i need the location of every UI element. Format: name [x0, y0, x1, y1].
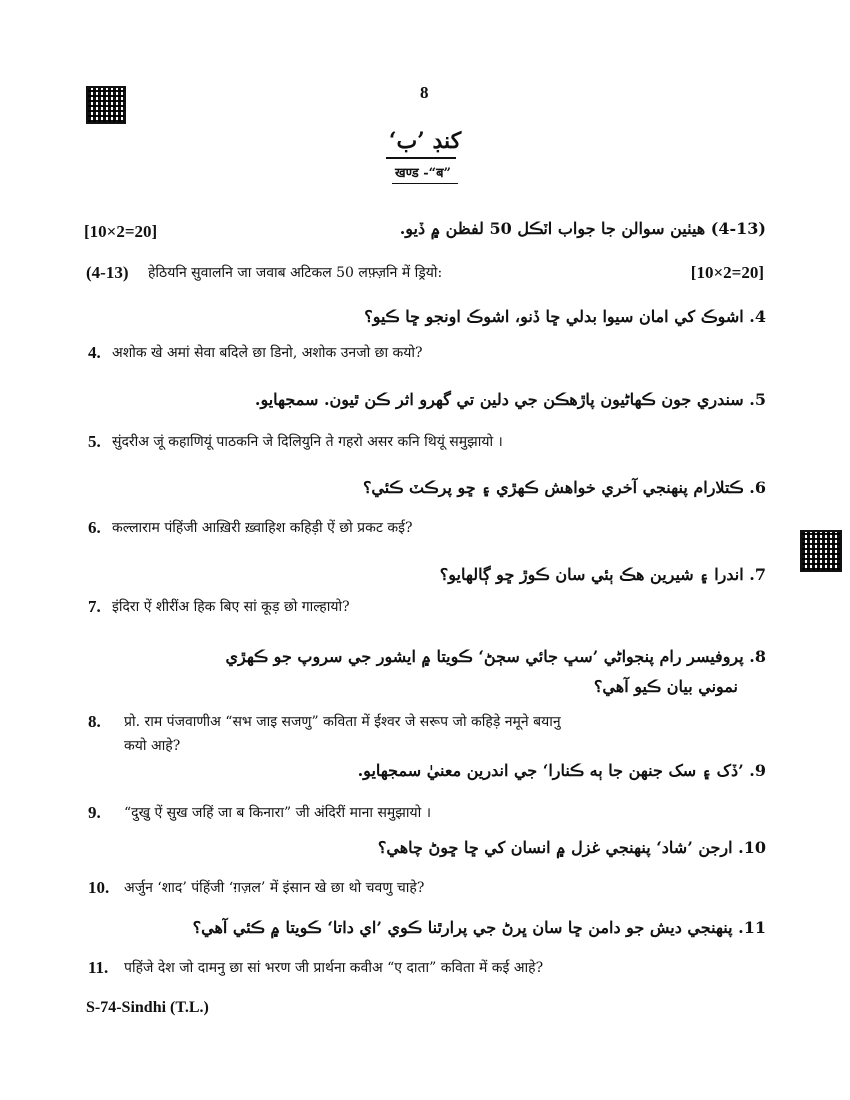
- question-9-sindhi: 9. ’ڏک ۽ سک جنهن جا ٻه ڪنارا‘ جي اندرين معنيٰ سمجهايو.: [357, 761, 766, 780]
- instruction-marks-devanagari: [10×2=20]: [690, 263, 764, 282]
- question-7-sindhi: 7. اندرا ۽ شيرين هڪ ٻئي سان ڪوڙ ڇو ڳالهايو؟: [439, 565, 766, 584]
- question-8-sindhi: 8. پروفيسر رام پنجواڻي ’سڀ جائي سڄڻ‘ ڪويتا ۾ ايشور جي سروپ جو ڪهڙي: [225, 647, 766, 666]
- question-4-devanagari: अशोक खे अमां सेवा बदिले छा डिनो, अशोक उनजो छा कयो?: [112, 345, 423, 361]
- question-8-number: 8.: [88, 712, 101, 731]
- question-7-number: 7.: [88, 597, 101, 616]
- instruction-devanagari: हेठियनि सुवालनि जा जवाब अटिकल 50 लफ़्ज़नि में ड्रियो:: [148, 265, 443, 281]
- question-5-number: 5.: [88, 432, 101, 451]
- title-underline: [386, 157, 456, 159]
- instruction-sindhi: (4-13) هيٺين سوالن جا جواب اٽڪل 50 لفظن ۾ ڏيو.: [399, 219, 766, 238]
- question-8-devanagari-line-2: कयो आहे?: [124, 738, 181, 754]
- question-9-number: 9.: [88, 803, 101, 822]
- question-11-number: 11.: [88, 958, 109, 977]
- page-number: 8: [420, 83, 429, 102]
- question-8-sindhi-line-2: نموني بيان ڪيو آهي؟: [593, 677, 738, 696]
- qr-code-top-left-icon: [86, 86, 126, 124]
- instruction-marks-sindhi: [10×2=20]: [84, 222, 158, 241]
- question-6-devanagari: कल्लाराम पंहिंजी आख़िरी ख़्वाहिश कहिड़ी ऐं छो प्रकट कई?: [112, 520, 413, 536]
- instruction-number-devanagari: (4-13): [86, 263, 129, 282]
- question-5-sindhi: 5. سندري جون ڪهاڻيون پاڙهڪن جي دلين تي گهرو اثر ڪن ٿيون. سمجهايو.: [254, 390, 766, 409]
- question-4-sindhi: 4. اشوڪ کي امان سيوا بدلي ڇا ڏنو، اشوڪ اونجو ڇا ڪيو؟: [364, 307, 766, 326]
- question-5-devanagari: सुंदरीअ जूं कहाणियूं पाठकनि जे दिलियुनि ते गहरो असर कनि थियूं समुझायो ।: [112, 434, 503, 450]
- page-footer-code: S-74-Sindhi (T.L.): [86, 999, 209, 1016]
- qr-code-right-margin-icon: [800, 530, 842, 572]
- section-title-sindhi: کنڊ ’ب‘: [388, 128, 462, 154]
- title-underline-2: [392, 183, 458, 184]
- question-11-devanagari: पहिंजे देश जो दामनु छा सां भरण जी प्रार्थना कवीअ “ए दाता” कविता में कई आहे?: [124, 960, 544, 976]
- section-title-devanagari: खण्ड -“ब”: [394, 166, 452, 181]
- question-10-devanagari: अर्जुन ‘शाद’ पंहिंजी ‘ग़ज़ल’ में इंसान खे छा थो चवणु चाहे?: [124, 880, 425, 896]
- question-11-sindhi: 11. پنهنجي ديش جو دامن ڇا سان ڀرڻ جي پرارٿنا ڪوي ’اي داتا‘ ڪويتا ۾ ڪئي آهي؟: [192, 918, 766, 937]
- question-6-number: 6.: [88, 518, 101, 537]
- question-10-sindhi: 10. ارجن ’شاد‘ پنهنجي غزل ۾ انسان کي ڇا ڇوڻ چاهي؟: [377, 838, 766, 857]
- question-7-devanagari: इंदिरा ऐं शीरींअ हिक बिए सां कूड़ छो गाल्हायो?: [112, 599, 350, 615]
- question-8-devanagari: प्रो. राम पंजवाणीअ “सभ जाइ सजणु” कविता में ईश्वर जे सरूप जो कहिड़े नमूने बयानु: [124, 714, 561, 730]
- question-10-number: 10.: [88, 878, 110, 897]
- question-6-sindhi: 6. ڪتلارام پنهنجي آخري خواهش ڪهڙي ۽ ڇو پرڪٽ ڪئي؟: [362, 478, 766, 497]
- question-4-number: 4.: [88, 343, 101, 362]
- question-9-devanagari: “दुखु ऐं सुख जहिं जा ब किनारा” जी अंदिरीं माना समुझायो ।: [124, 805, 432, 821]
